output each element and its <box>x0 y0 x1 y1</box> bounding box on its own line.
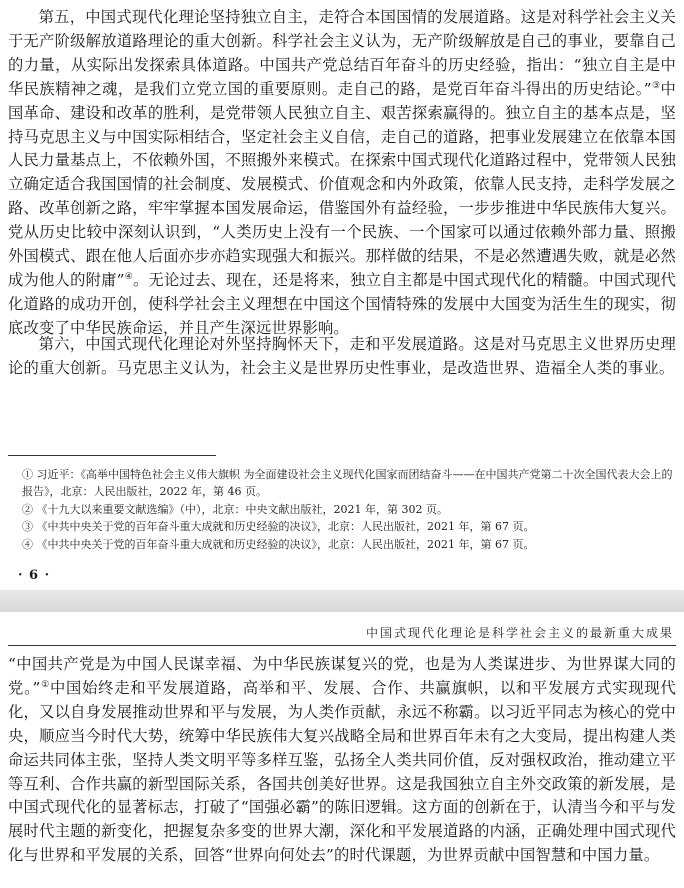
header-divider <box>8 645 676 646</box>
paragraph-text: 中国革命、建设和改革的胜利，是党带领人民独立自主、艰苦探索赢得的。独立自主的基本点是，坚持马克思主义与中国实际相结合，坚定社会主义自信，走自己的道路，把事业发展建立在依靠本国人民力量基点上，不依赖外国，不照搬外来模式。在探索中国式现代化道路过程中，党带领人民独立确定适合我国国情的社会制度、发展模式、价值观念和内外政策，依靠人民支持，走科学发展之路、改革创新之路，牢牢掌握本国发展命运，借鉴国外有益经验，一步步推进中华民族伟大复兴。党从历史比较中深刻认识到，“人类历史上没有一个民族、一个国家可以通过依赖外部力量、照搬外国模式、跟在他人后面亦步亦趋实现强大和振兴。那样做的结果，不是必然遭遇失败，就是必然成为他人的附庸” <box>8 79 676 289</box>
footnotes <box>22 466 676 553</box>
footnote-ref-1: ① <box>40 679 50 690</box>
paragraph-sixth: 第六，中国式现代化理论对外坚持胸怀天下，走和平发展道路。这是对马克思主义世界历史理论的重大创新。马克思主义认为，社会主义是世界历史性事业，是改造世界、造福全人类的事业。 <box>8 335 676 377</box>
footnote-4: ④ 《中共中央关于党的百年奋斗重大成就和历史经验的决议》，北京：人民出版社，2021 年，第 67 页。 <box>22 537 535 551</box>
paragraph-text: “中国共产党是为中国人民谋幸福、为中华民族谋复兴的党，也是为人类谋进步、为世界谋大同的党。” <box>8 655 676 697</box>
paragraph-text: 第五，中国式现代化理论坚持独立自主，走符合本国国情的发展道路。这是对科学社会主义关于无产阶级解放道路理论的重大创新。科学社会主义认为，无产阶级解放是自己的事业，要靠自己的力量，从实际出发探索具体道路。中国共产党总结百年奋斗的历史经验，指出：“独立自主是中华民族精神之魂，是我们立党立国的重要原则。走自己的路，是党百年奋斗得出的历史结论。” <box>8 8 676 98</box>
page-separator <box>0 590 684 612</box>
footnote-1: ① 习近平：《高举中国特色社会主义伟大旗帜 为全面建设社会主义现代化国家而团结奋斗——在中国共产党第二十次全国代表大会上的报告》，北京：人民出版社，2022 年，第 46 页。 <box>22 468 673 499</box>
running-head: 中国式现代化理论是科学社会主义的最新重大成果 <box>365 626 674 640</box>
footnote-2: ② 《十九大以来重要文献选编》（中），北京：中央文献出版社，2021 年，第 302 页。 <box>22 502 448 516</box>
page-number: · 6 · <box>18 568 51 583</box>
paragraph-continued <box>8 653 676 868</box>
footnote-3: ③ 《中共中央关于党的百年奋斗重大成就和历史经验的决议》，北京：人民出版社，2021 年，第 67 页。 <box>22 520 535 534</box>
footnote-divider <box>8 455 216 456</box>
paragraph-text: 。无论过去、现在，还是将来，独立自主都是中国式现代化的精髓。中国式现代化道路的成功开创，使科学社会主义理想在中国这个国情特殊的发展中大国变为活生生的现实，彻底改变了中华民族命运，并且产生深远世界影响。 <box>8 270 676 337</box>
paragraph-text: 中国始终走和平发展道路，高举和平、发展、合作、共赢旗帜，以和平发展方式实现现代化，又以自身发展推动世界和平与发展，为人类作贡献，永远不称霸。以习近平同志为核心的党中央，顺应当今时代大势，统筹中华民族伟大复兴战略全局和世界百年未有之大变局，提出构建人类命运共同体主张，坚持人类文明平等多样互鉴，弘扬全人类共同价值，反对强权政治，推动建立平等互利、合作共赢的新型国际关系，各国共创美好世界。这是我国独立自主外交政策的新发展，是中国式现代化的显著标志，打破了“国强必霸”的陈旧逻辑。这方面的创新在于，认清当今和平与发展时代主题的新变化，把握复杂多变的世界大潮，深化和平发展道路的内涵，正确处理中国式现代化与世界和平发展的关系，回答“世界向何处去”的时代课题，为世界贡献中国智慧和中国力量。 <box>8 678 676 865</box>
footnote-ref-4: ④ <box>124 271 133 282</box>
paragraph-fifth <box>8 6 676 341</box>
footnote-ref-3: ③ <box>651 80 661 91</box>
